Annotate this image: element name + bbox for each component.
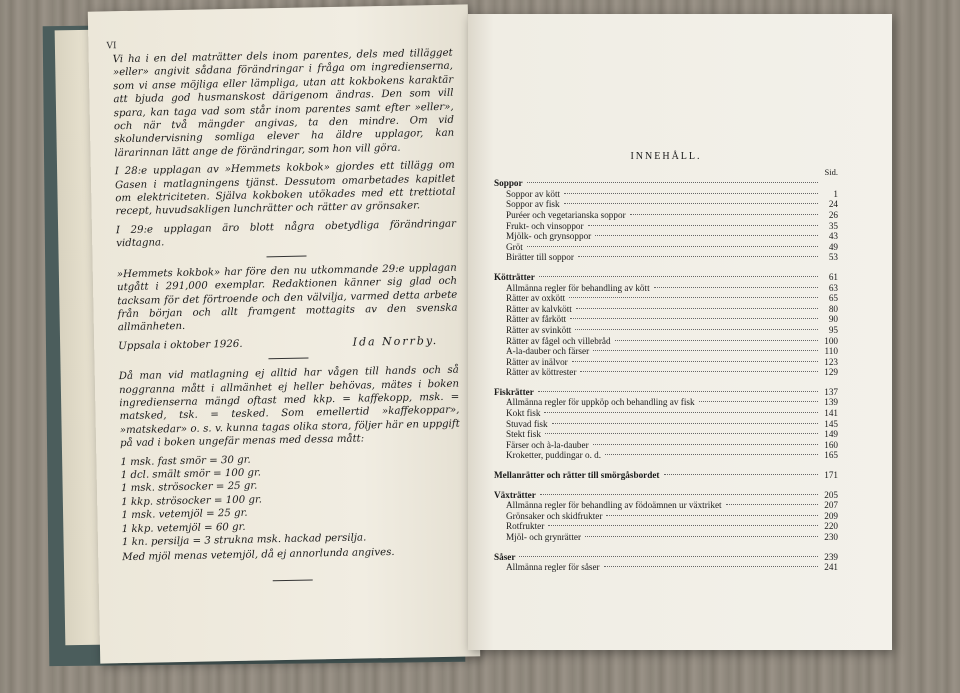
toc-label: Växträtter (494, 489, 536, 500)
toc-leader-dots (527, 182, 818, 183)
toc-label: Färser och à-la-dauber (506, 439, 589, 450)
toc-section (494, 552, 838, 573)
measure-item: 1 kn. persilja = 3 strukna msk. hackad persilja. (121, 532, 367, 549)
toc-leader-dots (605, 454, 818, 455)
toc-section-row (494, 387, 838, 398)
toc-leader-dots (538, 391, 818, 392)
toc-label: Allmänna regler för uppköp och behandling av fisk (506, 397, 695, 408)
toc-entry-row (494, 450, 838, 461)
toc-section (494, 387, 838, 461)
toc-page-number: 80 (828, 303, 838, 314)
toc-section-row (494, 272, 838, 283)
toc-label: Mjöl- och grynrätter (506, 532, 582, 542)
toc-leader-dots (569, 297, 818, 298)
left-page (88, 4, 480, 663)
toc-entry-row (494, 440, 838, 451)
paragraph: Vi ha i en del maträtter dels inom parentes, dels med tillägget »eller» angivit sådana förändringar i fråga om ingredienserna, som vi anse möjliga eller lämpliga, utan att kokbokens karaktär att bjuda god husmanskost därigenom ändras. Den som vill spara, kan taga vad som står inom parentes samt efter »eller», och när två mängder angivas, ta den mindre. Om vid skolundervisning somliga elever ha äldre upplagor, kan lärarinnan lätt ange de förändringar, som hon vill göra. (112, 47, 455, 160)
toc-page-number: 110 (824, 346, 838, 357)
toc-label: Mjölk- och grynsoppor (506, 231, 592, 242)
toc-label: Såser (494, 551, 516, 562)
toc-entry-row (494, 336, 838, 347)
toc-entry-row (494, 429, 838, 440)
toc-label: Rotfrukter (506, 521, 545, 532)
toc-page-number: 63 (828, 282, 838, 293)
toc-label: Rätter av köttrester (506, 367, 577, 378)
toc-leader-dots (699, 401, 818, 402)
toc-leader-dots (575, 329, 818, 330)
toc-leader-dots (580, 371, 818, 372)
toc-label: Kokt fisk (506, 408, 541, 419)
toc-page-number: 205 (824, 489, 838, 500)
toc-leader-dots (545, 433, 818, 434)
toc-page-header: Sid. (824, 166, 838, 177)
toc-section (494, 272, 838, 378)
toc-leader-dots (564, 193, 818, 194)
toc-leader-dots (548, 525, 818, 526)
toc-leader-dots (595, 235, 818, 236)
toc-label: Allmänna regler för såser (506, 562, 600, 573)
toc-label: Allmänna regler för behandling av kött (506, 282, 650, 293)
divider (268, 358, 308, 360)
toc-leader-dots (576, 308, 818, 309)
toc-page-number: 149 (824, 429, 838, 440)
toc-entry-row (494, 346, 838, 357)
page-number: VI (106, 41, 117, 52)
right-page (468, 14, 892, 650)
toc-label: Soppor (494, 178, 523, 189)
signature-place: Uppsala i oktober 1926. (118, 338, 243, 352)
toc-leader-dots (593, 350, 818, 351)
toc-entry-row (494, 357, 838, 368)
toc-entry-row (494, 367, 838, 378)
toc-entry-row (494, 283, 838, 294)
toc-label: Kroketter, puddingar o. d. (506, 450, 602, 461)
toc-page-number: 165 (824, 450, 838, 461)
toc-section-row (494, 178, 838, 189)
toc-page-number: 139 (824, 397, 838, 408)
measure-item: 1 msk. strösocker = 25 gr. (120, 480, 258, 495)
toc-section-row (494, 552, 838, 563)
toc-leader-dots (664, 474, 819, 475)
toc-page-number: 61 (828, 271, 838, 282)
toc-label: Frukt- och vinsoppor (506, 220, 584, 231)
toc-entry-row (494, 210, 838, 221)
toc-leader-dots (564, 203, 818, 204)
toc-page-number: 43 (828, 231, 838, 242)
measure-item: 1 msk. fast smör = 30 gr. (120, 454, 251, 468)
toc-label: A-la-dauber och färser (506, 346, 590, 357)
divider (266, 255, 306, 257)
paragraph: »Hemmets kokbok» har före den nu utkommande 29:e upplagan utgått i 291,000 exemplar. Redaktionen känner sig glad och tacksam för det förtroende och den välvilja, varmed detta arbete från början och allt framgent mottagits av den svenska allmänheten. (116, 262, 458, 334)
toc-label: Soppor av kött (506, 188, 561, 199)
toc-entry-row (494, 221, 838, 232)
toc-leader-dots (552, 423, 818, 424)
toc-entry-row (494, 562, 838, 573)
toc-page-number: 90 (828, 314, 838, 325)
toc-label: Fiskrätter (494, 386, 534, 397)
toc-page-number: 24 (828, 199, 838, 210)
toc-label: Stekt fisk (506, 429, 541, 440)
toc-leader-dots (539, 276, 818, 277)
toc-entry-row (494, 314, 838, 325)
toc-page-number: 171 (824, 470, 838, 481)
toc-title: INNEHÅLL. (630, 151, 702, 162)
toc-section (494, 490, 838, 543)
toc-page-number: 160 (824, 439, 838, 450)
toc-leader-dots (630, 214, 818, 215)
toc-label: Allmänna regler för behandling av födoämnen ur växtriket (506, 500, 722, 511)
toc-entry-row (494, 397, 838, 408)
toc-body (494, 178, 838, 573)
toc-leader-dots (585, 536, 818, 537)
toc-page-number: 145 (824, 418, 838, 429)
signature-name: Ida Norrby. (352, 333, 439, 349)
paragraph: I 28:e upplagan av »Hemmets kokbok» gjordes ett tillägg om Gasen i matlagningens tjänst. Dessutom omarbetades kapitlet om elektriciteten. Själva kokboken utökades med ett trettiotal recept, huvudsakligen lunchrätter och rätter av grönsaker. (114, 159, 456, 218)
toc-leader-dots (544, 412, 818, 413)
toc-page-number: 209 (824, 510, 838, 521)
toc-page-number: 137 (824, 386, 838, 397)
toc-label: Rätter av fårkött (506, 314, 567, 325)
measures-outro: Med mjöl menas vetemjöl, då ej annorlunda angives. (122, 547, 395, 564)
toc-page-number: 241 (824, 562, 838, 573)
toc-page-number: 53 (828, 252, 838, 263)
table-of-contents (494, 152, 838, 573)
toc-page-number: 230 (824, 532, 838, 542)
measures-intro: Då man vid matlagning ej alltid har vågen till hands och så noggranna mått i allmänhet ej heller behövas, mätes i boken ingredienserna mängd oftast med kkp. = kaffekopp, msk. = matsked, tsk. = tesked. Som emellertid »kaffekoppar», »matskedar» o. s. v. kunna tagas olika stora, följer här en uppgift på vad i boken ungefär menas med dessa mått: (118, 364, 460, 450)
toc-entry-row (494, 189, 838, 200)
toc-leader-dots (570, 318, 818, 319)
toc-label: Rätter av svinkött (506, 324, 572, 335)
toc-section-row (494, 490, 838, 501)
toc-label: Mellanrätter och rätter till smörgåsbordet (494, 470, 660, 481)
toc-entry-row (494, 419, 838, 430)
toc-leader-dots (606, 515, 818, 516)
toc-page-number: 123 (824, 356, 838, 367)
toc-label: Puréer och vegetarianska soppor (506, 209, 626, 220)
toc-page-number: 35 (828, 220, 838, 231)
toc-entry-row (494, 408, 838, 419)
toc-entry-row (494, 304, 838, 315)
toc-page-number: 1 (833, 188, 838, 199)
toc-page-number: 95 (828, 324, 838, 335)
measures-list (120, 449, 462, 549)
toc-label: Rätter av inälvor (506, 356, 568, 367)
toc-page-number: 207 (824, 500, 838, 511)
toc-leader-dots (593, 444, 818, 445)
toc-page-number: 220 (824, 521, 838, 532)
toc-page-number: 100 (824, 335, 838, 346)
toc-section (494, 178, 838, 263)
toc-leader-dots (615, 340, 818, 341)
signature (118, 333, 458, 353)
toc-label: Rätter av fågel och villebråd (506, 335, 611, 346)
toc-section (494, 470, 838, 481)
toc-entry-row (494, 231, 838, 242)
toc-entry-row (494, 252, 838, 263)
toc-entry-row (494, 500, 838, 511)
toc-page-number: 129 (824, 367, 838, 378)
divider (273, 579, 313, 581)
toc-entry-row (494, 532, 838, 543)
toc-label: Rätter av oxkött (506, 293, 566, 304)
measure-item: 1 dcl. smält smör = 100 gr. (120, 467, 262, 482)
measure-item: 1 kkp. strösocker = 100 gr. (121, 494, 263, 508)
toc-page-number: 26 (828, 209, 838, 220)
toc-label: Grönsaker och skidfrukter (506, 510, 603, 521)
toc-label: Kötträtter (494, 271, 535, 282)
toc-page-number: 239 (824, 551, 838, 562)
toc-entry-row (494, 293, 838, 304)
toc-label: Birätter till soppor (506, 252, 574, 263)
toc-entry-row (494, 325, 838, 336)
toc-leader-dots (654, 287, 818, 288)
toc-leader-dots (527, 246, 818, 247)
toc-page-number: 141 (824, 408, 838, 419)
left-page-text (112, 33, 463, 592)
toc-label: Gröt (506, 241, 523, 252)
toc-leader-dots (726, 504, 818, 505)
toc-section-row (494, 470, 838, 481)
toc-label: Stuvad fisk (506, 418, 548, 429)
toc-leader-dots (519, 556, 818, 557)
measure-item: 1 kkp. vetemjöl = 60 gr. (121, 521, 246, 535)
toc-entry-row (494, 242, 838, 253)
toc-entry-row (494, 511, 838, 522)
toc-page-number: 49 (828, 241, 838, 252)
toc-label: Soppor av fisk (506, 199, 560, 210)
toc-leader-dots (588, 225, 818, 226)
toc-leader-dots (572, 361, 818, 362)
toc-leader-dots (578, 256, 818, 257)
toc-leader-dots (604, 566, 818, 567)
toc-leader-dots (540, 494, 818, 495)
measure-item: 1 msk. vetemjöl = 25 gr. (121, 507, 248, 522)
toc-page-number: 65 (828, 293, 838, 304)
paragraph: I 29:e upplagan äro blott några obetydliga förändringar vidtagna. (115, 218, 457, 250)
toc-entry-row (494, 199, 838, 210)
toc-entry-row (494, 521, 838, 532)
toc-label: Rätter av kalvkött (506, 303, 572, 314)
